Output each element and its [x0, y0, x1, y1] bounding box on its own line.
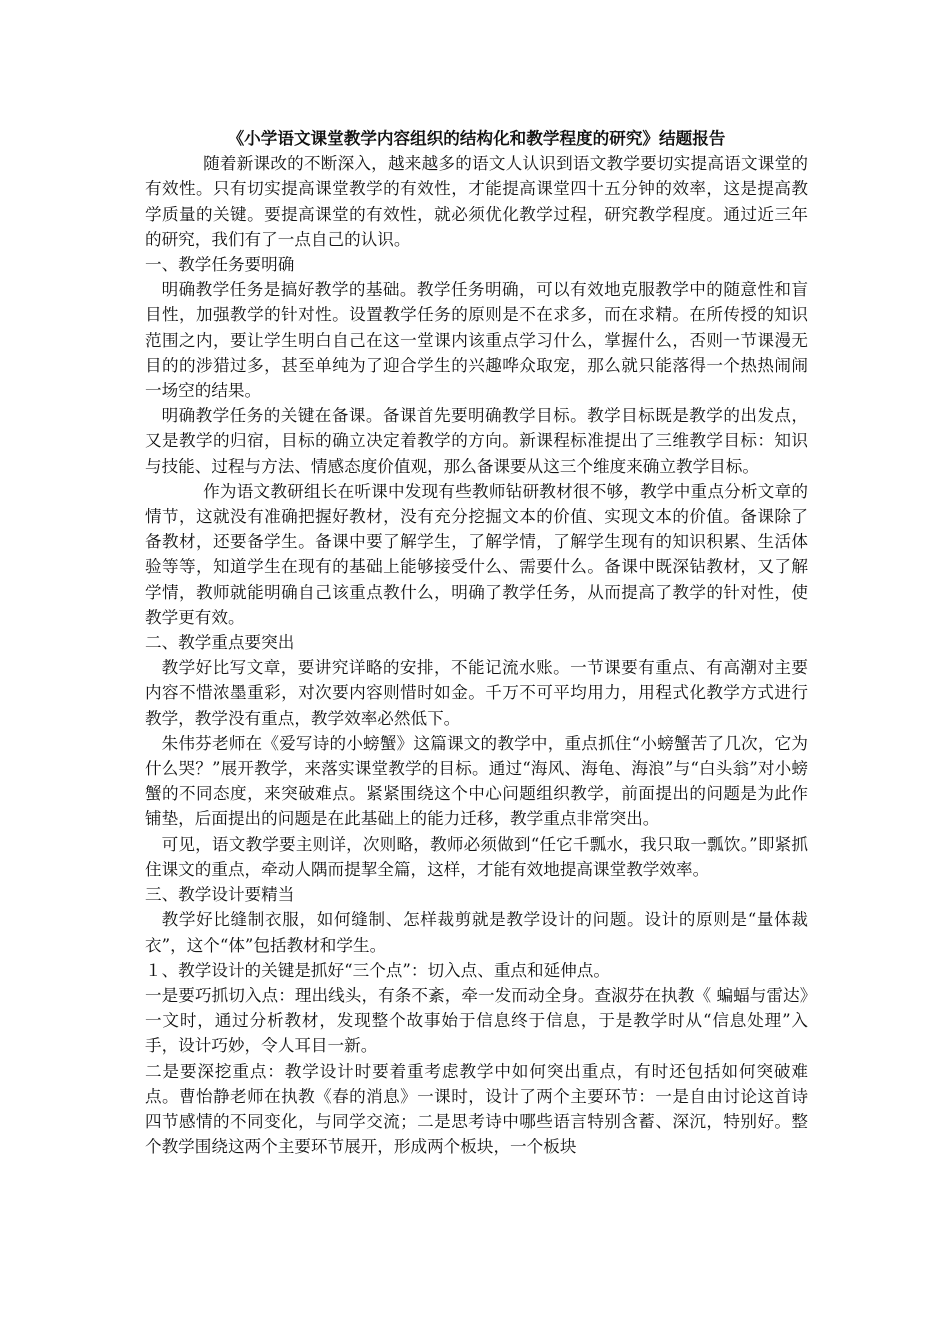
section-2-paragraph-3: 可见，语文教学要主则详，次则略，教师必须做到“任它千瓢水，我只取一瓢饮。”即紧抓住课文的重点，牵动人隅而提挈全篇，这样，才能有效地提高课堂教学效率。 — [145, 834, 808, 879]
section-1-paragraph-2: 明确教学任务的关键在备课。备课首先要明确教学目标。教学目标既是教学的出发点，又是教学的归宿，目标的确立决定着教学的方向。新课程标准提出了三维教学目标：知识与技能、过程与方法、情感态度价值观，那么备课要从这三个维度来确立教学目标。 — [145, 406, 808, 476]
section-3-list-item-1: １、教学设计的关键是抓好“三个点”：切入点、重点和延伸点。 — [145, 960, 610, 980]
section-3-heading: 三、教学设计要精当 — [145, 885, 295, 905]
section-3-paragraph-3: 二是要深挖重点：教学设计时要着重考虑教学中如何突出重点，有时还包括如何突破难点。曹怡静老师在执教《春的消息》一课时，设计了两个主要环节：一是自由讨论这首诗四节感情的不同变化，与同学交流；二是思考诗中哪些语言特别含蓄、深沉，特别好。整个教学围绕这两个主要环节展开，形成两个板块，一个板块 — [145, 1061, 808, 1157]
section-1-heading: 一、教学任务要明确 — [145, 255, 295, 275]
section-3-paragraph-2: 一是要巧抓切入点：理出线头，有条不紊，牵一发而动全身。查淑芬在执教《 蝙蝠与雷达》一文时，通过分析教材，发现整个故事始于信息终于信息，于是教学时从“信息处理”入手，设计巧妙，令人耳目一新。 — [145, 985, 808, 1056]
document-title: 《小学语文课堂教学内容组织的结构化和教学程度的研究》结题报告 — [227, 128, 726, 148]
section-2-heading: 二、教学重点要突出 — [145, 633, 295, 653]
section-3-paragraph-1: 教学好比缝制衣服，如何缝制、怎样裁剪就是教学设计的问题。设计的原则是“量体裁衣”，这个“体”包括教材和学生。 — [145, 910, 808, 955]
section-2-paragraph-2: 朱伟芬老师在《爱写诗的小螃蟹》这篇课文的教学中，重点抓住“小螃蟹苦了几次，它为什么哭？”展开教学，来落实课堂教学的目标。通过“海风、海龟、海浪”与“白头翁”对小螃蟹的不同态度，来突破难点。紧紧围绕这个中心问题组织教学，前面提出的问题是为此作铺垫，后面提出的问题是在此基础上的能力迁移，教学重点非常突出。 — [145, 733, 808, 829]
document-page — [145, 126, 808, 1159]
section-1-paragraph-3: 作为语文教研组长在听课中发现有些教师钻研教材很不够，教学中重点分析文章的情节，这就没有准确把握好教材，没有充分挖掘文本的价值、实现文本的价值。备课除了备教材，还要备学生。备课中要了解学生，了解学情，了解学生现有的知识积累、生活体验等等，知道学生在现有的基础上能够接受什么、需要什么。备课中既深钻教材，又了解学情，教师就能明确自己该重点教什么，明确了教学任务，从而提高了教学的针对性，使教学更有效。 — [145, 481, 808, 627]
section-1-paragraph-1: 明确教学任务是搞好教学的基础。教学任务明确，可以有效地克服教学中的随意性和盲目性，加强教学的针对性。设置教学任务的原则是不在求多，而在求精。在所传授的知识范围之内，要让学生明白自己在这一堂课内该重点学习什么，掌握什么，否则一节课漫无目的的涉猎过多，甚至单纯为了迎合学生的兴趣哗众取宠，那么就只能落得一个热热闹闹一场空的结果。 — [145, 280, 808, 401]
intro-paragraph: 随着新课改的不断深入，越来越多的语文人认识到语文教学要切实提高语文课堂的有效性。只有切实提高课堂教学的有效性，才能提高课堂四十五分钟的效率，这是提高教学质量的关键。要提高课堂的有效性，就必须优化教学过程，研究教学程度。通过近三年的研究，我们有了一点自己的认识。 — [145, 154, 808, 249]
section-2-paragraph-1: 教学好比写文章，要讲究详略的安排，不能记流水账。一节课要有重点、有高潮对主要内容不惜浓墨重彩，对次要内容则惜时如金。千万不可平均用力，用程式化教学方式进行教学，教学没有重点，教学效率必然低下。 — [145, 658, 808, 728]
